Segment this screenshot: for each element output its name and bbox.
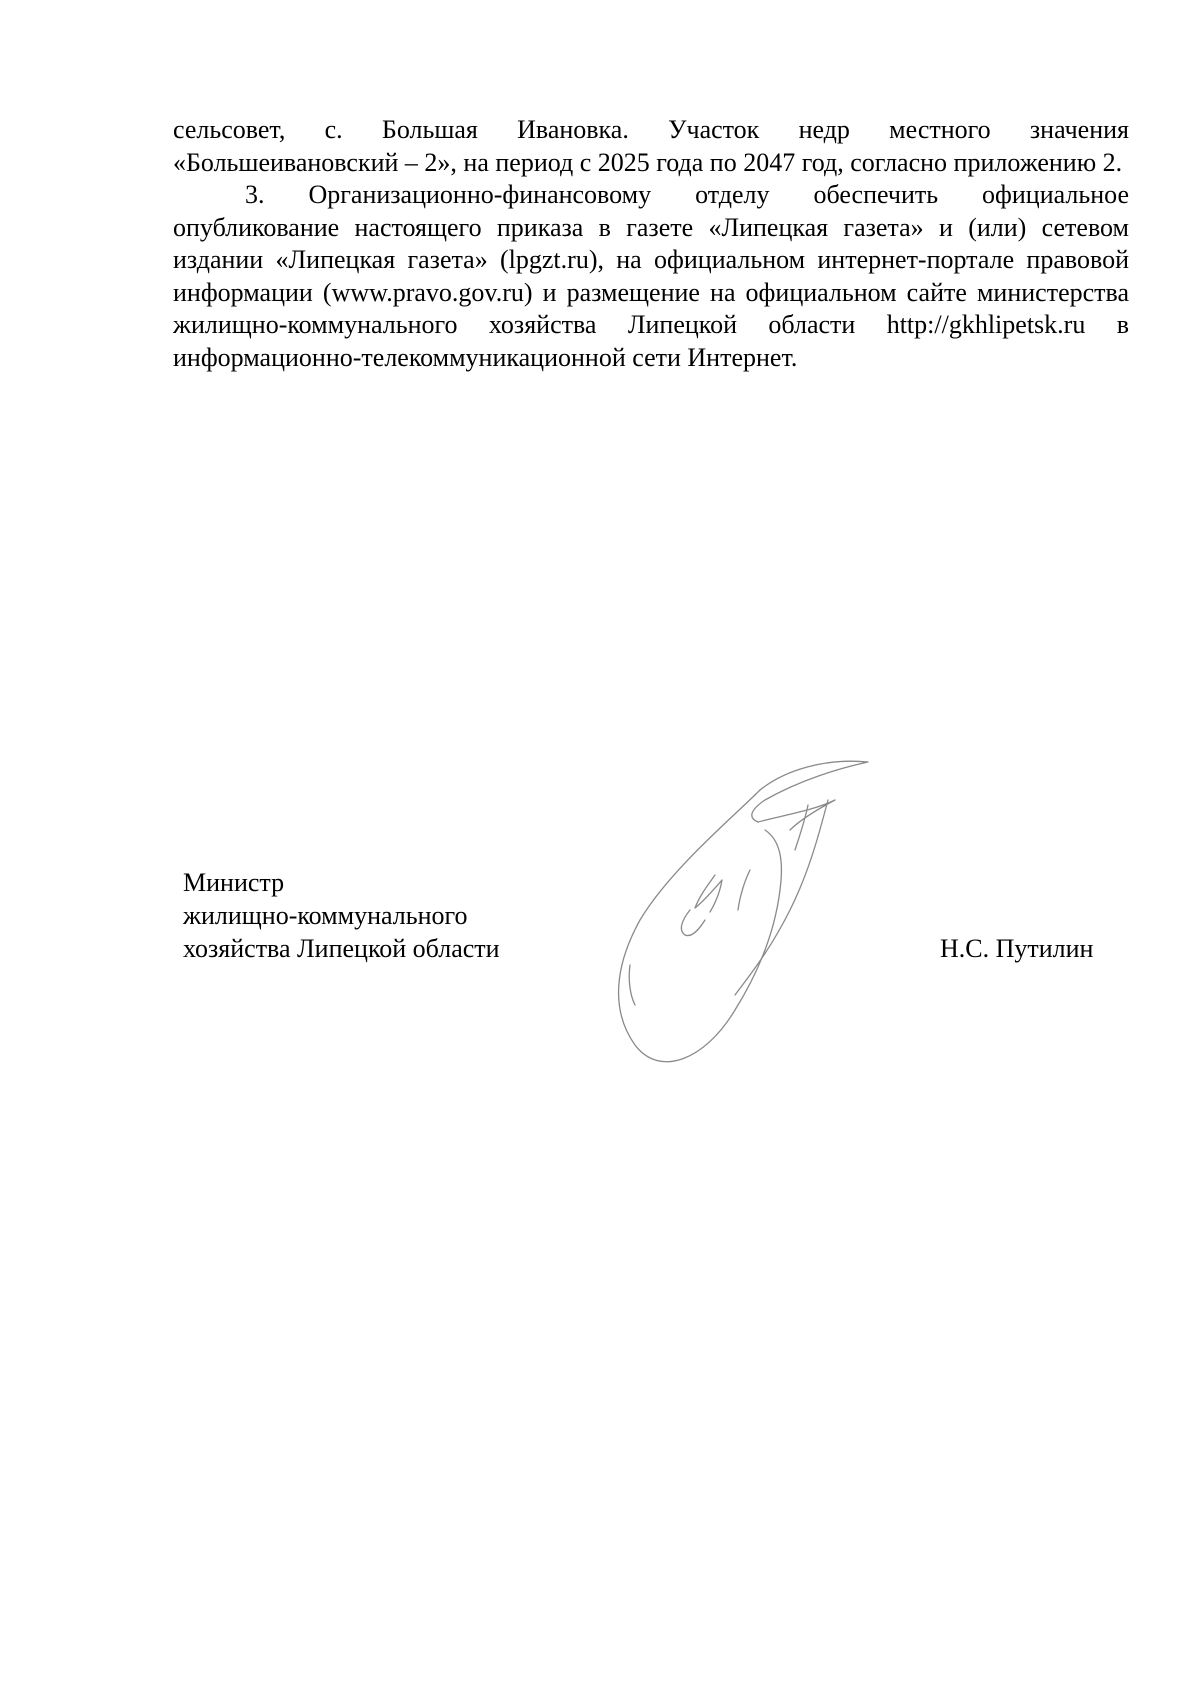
paragraph-continuation: сельсовет, с. Большая Ивановка. Участок недр местного значения «Большеивановский – 2», на период с 2025 года по 2047 год, согласно приложению 2.	[173, 115, 1129, 177]
signatory-name: Н.С. Путилин	[940, 934, 1094, 963]
position-line: хозяйства Липецкой области	[183, 934, 500, 963]
position-line: жилищно-коммунального	[183, 901, 468, 930]
handwritten-signature	[610, 760, 910, 1080]
document-body	[173, 114, 1129, 374]
position-line: Министр	[183, 868, 285, 897]
signatory-position	[183, 866, 500, 965]
paragraph-item-3: 3. Организационно-финансовому отделу обеспечить официальное опубликование настоящего приказа в газете «Липецкая газета» и (или) сетевом издании «Липецкая газета» (lpgzt.ru), на официальном интернет-портале правовой информации (www.pravo.gov.ru) и размещение на официальном сайте министерства жилищно-коммунального хозяйства Липецкой области http://gkhlipetsk.ru в информационно-телекоммуникационной сети Интернет.	[173, 180, 1129, 372]
